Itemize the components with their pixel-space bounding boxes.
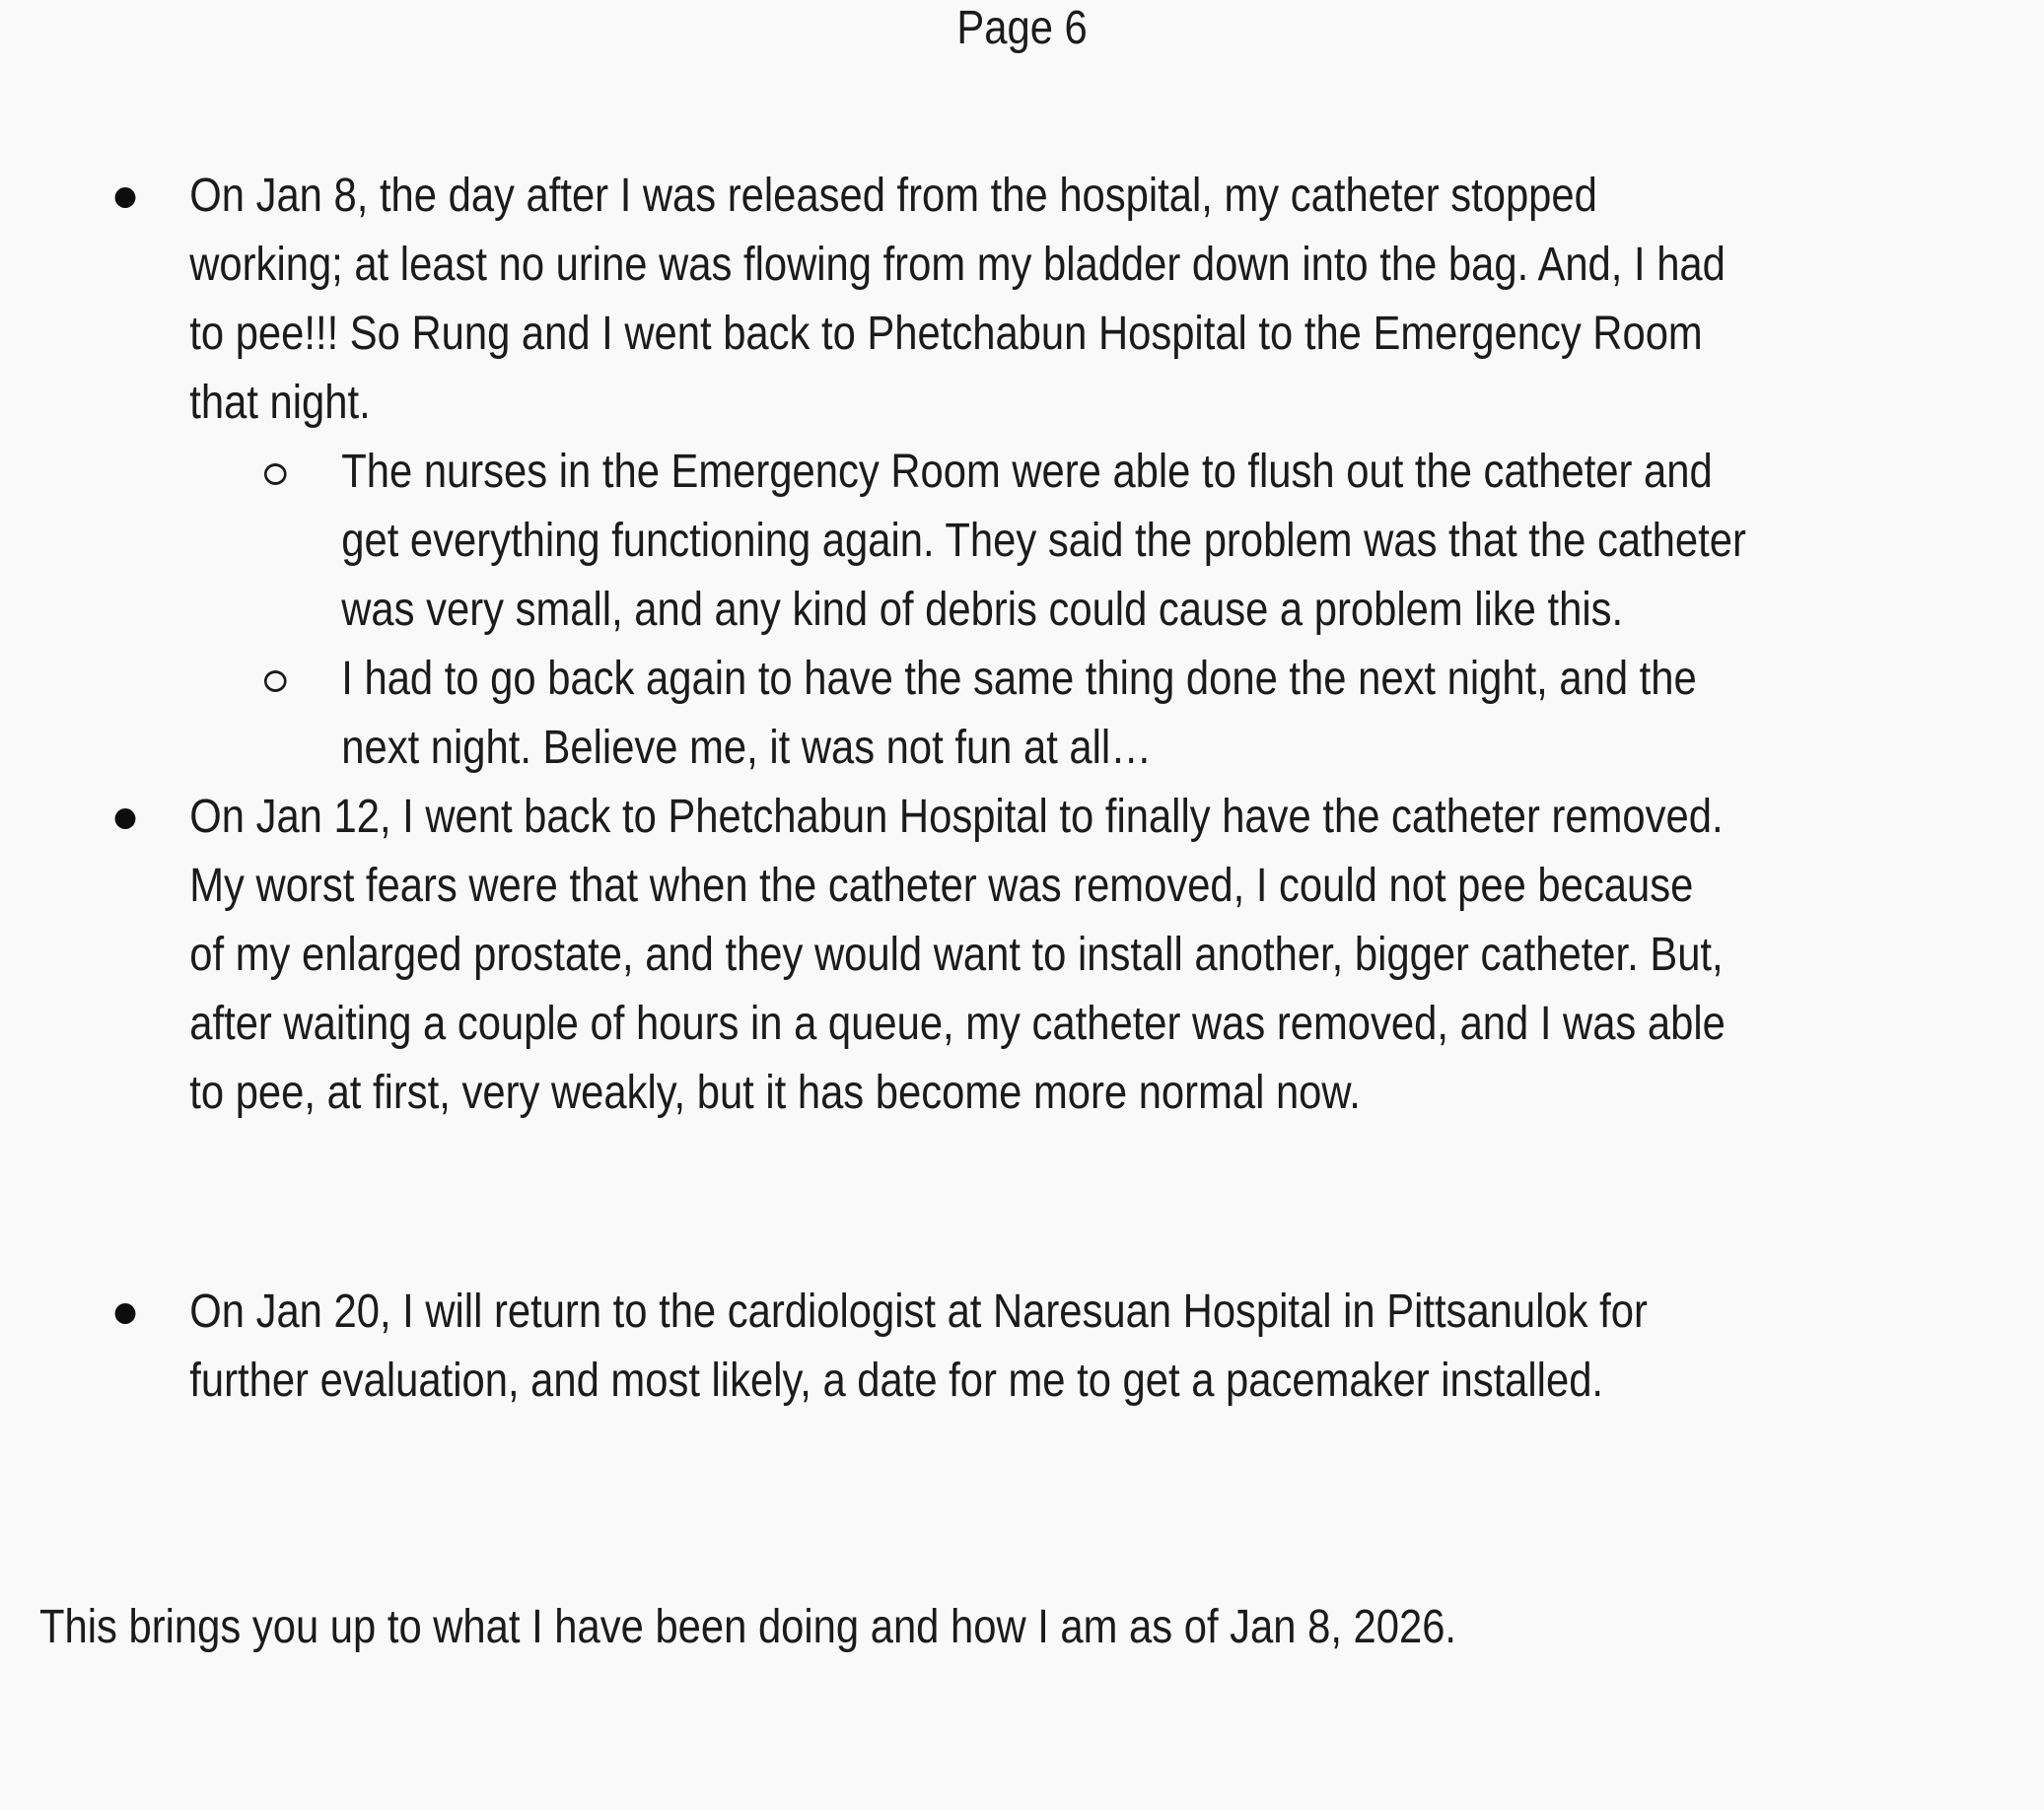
text-line: I had to go back again to have the same thing done the next night, and the (341, 653, 1697, 705)
text-line: This brings you up to what I have been doing and how I am as of Jan 8, 2026. (39, 1601, 1457, 1653)
circle-bullet-marker (264, 463, 287, 485)
page-title: Page 6 (956, 2, 1088, 54)
sub-bullet-item (0, 438, 2044, 645)
text-line: next night. Believe me, it was not fun at all… (341, 722, 1152, 774)
disc-bullet-marker (115, 1303, 136, 1324)
text-line: further evaluation, and most likely, a date for me to get a pacemaker installed. (189, 1355, 1604, 1407)
circle-bullet-marker (264, 670, 287, 692)
text-line: of my enlarged prostate, and they would want to install another, bigger catheter. But, (189, 929, 1724, 981)
text-line: On Jan 8, the day after I was released from the hospital, my catheter stopped (189, 170, 1597, 222)
text-line: get everything functioning again. They said the problem was that the catheter (341, 515, 1746, 567)
text-line: that night. (189, 377, 371, 429)
text-line: to pee, at first, very weakly, but it has become more normal now. (189, 1067, 1361, 1119)
closing-paragraph (39, 1593, 2044, 1662)
text-line: was very small, and any kind of debris could cause a problem like this. (341, 584, 1624, 636)
disc-bullet-marker (115, 187, 136, 208)
disc-bullet-marker (115, 808, 136, 829)
bullet-text (189, 162, 2044, 438)
document-body (0, 162, 2044, 1662)
text-line: My worst fears were that when the catheter was removed, I could not pee because (189, 860, 1694, 912)
bullet-text (341, 438, 2044, 645)
text-line: to pee!!! So Rung and I went back to Phetchabun Hospital to the Emergency Room (189, 308, 1703, 360)
bullet-item (0, 1278, 2044, 1416)
bullet-text (189, 783, 2044, 1128)
sub-bullet-item (0, 645, 2044, 783)
bullet-item (0, 783, 2044, 1128)
text-line: after waiting a couple of hours in a queue, my catheter was removed, and I was able (189, 998, 1726, 1050)
text-line: On Jan 20, I will return to the cardiologist at Naresuan Hospital in Pittsanulok for (189, 1286, 1648, 1338)
text-line: The nurses in the Emergency Room were able to flush out the catheter and (341, 446, 1713, 498)
bullet-item (0, 162, 2044, 438)
text-line: On Jan 12, I went back to Phetchabun Hospital to finally have the catheter removed. (189, 791, 1724, 843)
text-line: working; at least no urine was flowing from my bladder down into the bag. And, I had (189, 239, 1726, 291)
bullet-text (189, 1278, 2044, 1416)
bullet-text (341, 645, 2044, 783)
